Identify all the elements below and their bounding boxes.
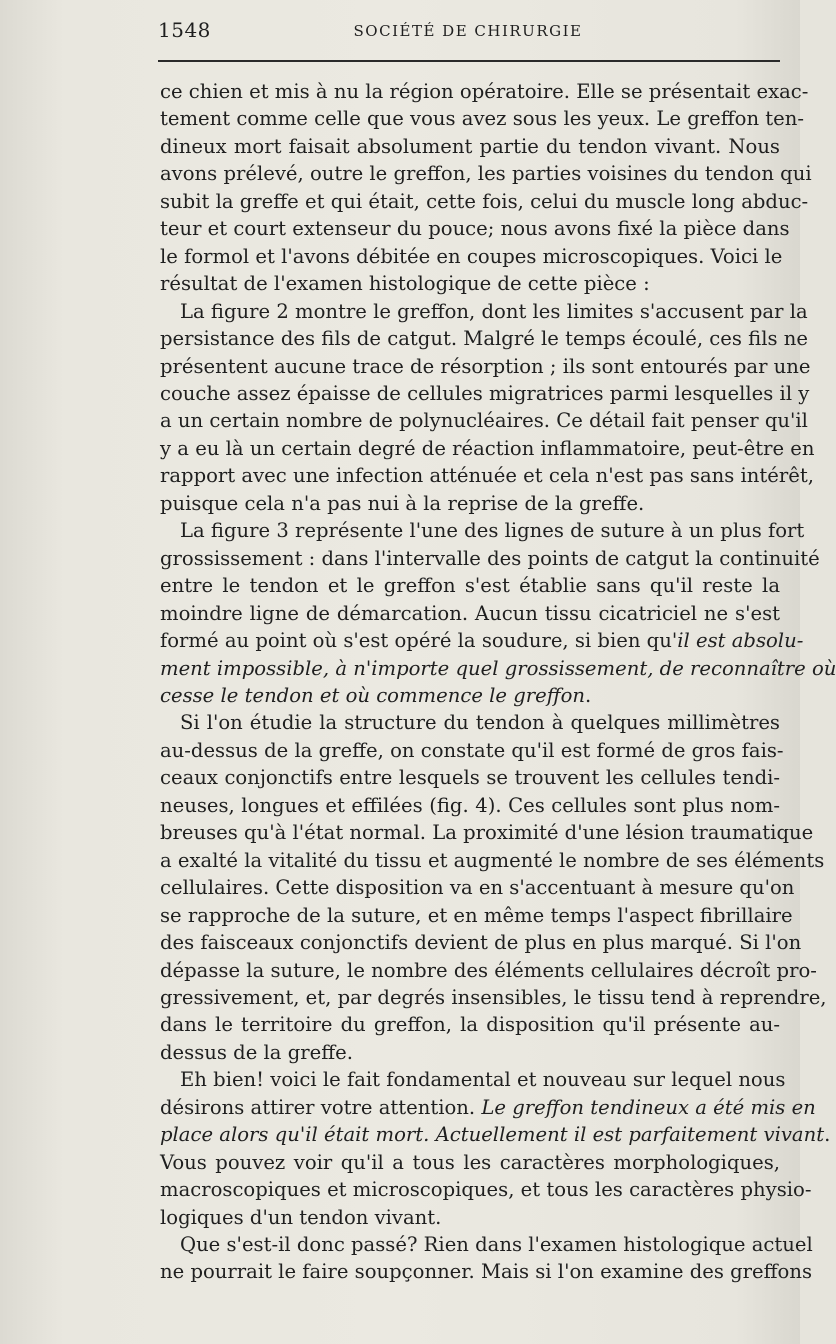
header-rule (158, 60, 780, 62)
line-text: rapport avec une infection atténuée et cela n'est pas sans intérêt, (160, 464, 814, 488)
line-text: ceaux conjonctifs entre lesquels se trouvent les cellules tendi- (160, 766, 780, 790)
running-title: SOCIÉTÉ DE CHIRURGIE (353, 22, 583, 40)
line-text: dépasse la suture, le nombre des éléments cellulaires décroît pro- (160, 958, 817, 982)
line-text: moindre ligne de démarcation. Aucun tissu cicatriciel ne s'est (160, 601, 780, 625)
text-line (160, 1011, 780, 1038)
line-italic-text: place alors qu'il était mort. Actuellement il est parfaitement vivant (160, 1123, 825, 1147)
text-line (160, 435, 815, 462)
text-line (160, 490, 780, 517)
line-text: au-dessus de la greffe, on constate qu'il est formé de gros fais- (160, 738, 784, 762)
line-text: formé au point où s'est opéré la soudure, si bien qu' (160, 629, 678, 653)
line-italic-text: il est absolu- (677, 629, 804, 653)
text-line (160, 517, 805, 544)
text-line (160, 325, 808, 352)
text-line (160, 627, 804, 654)
line-text: persistance des fils de catgut. Malgré le temps écoulé, ces fils ne (160, 327, 808, 351)
line-text: a un certain nombre de polynucléaires. Ce détail fait penser qu'il (160, 409, 808, 433)
text-line (160, 1094, 816, 1121)
line-text: désirons attirer votre attention. (160, 1095, 482, 1119)
text-line (160, 1066, 786, 1093)
line-text: avons prélevé, outre le greffon, les parties voisines du tendon qui (160, 162, 812, 186)
text-line (160, 133, 780, 160)
text-line (160, 545, 820, 572)
line-text: se rapproche de la suture, et en même temps l'aspect fibrillaire (160, 903, 793, 927)
text-line (160, 737, 784, 764)
line-text: dessus de la greffe. (160, 1040, 353, 1064)
text-line (160, 957, 817, 984)
line-text: résultat de l'examen histologique de cette pièce : (160, 272, 650, 296)
text-line (160, 792, 780, 819)
text-line (160, 929, 802, 956)
line-italic-text: Le greffon tendineux a été mis en (481, 1095, 816, 1119)
line-italic-text: ment impossible, à n'importe quel grossissement, de reconnaître où (160, 656, 836, 680)
line-text: dineux mort faisait absolument partie du tendon vivant. Nous (160, 134, 780, 158)
line-text: a exalté la vitalité du tissu et augmenté le nombre de ses éléments (160, 848, 825, 872)
text-line (160, 1039, 780, 1066)
text-line (160, 819, 814, 846)
line-text: cellulaires. Cette disposition va en s'accentuant à mesure qu'on (160, 876, 795, 900)
line-text: breuses qu'à l'état normal. La proximité d'une lésion traumatique (160, 821, 814, 845)
text-line (160, 709, 780, 736)
text-line (160, 902, 793, 929)
text-line (160, 984, 827, 1011)
line-text: teur et court extenseur du pouce; nous avons fixé la pièce dans (160, 217, 790, 241)
line-text: présentent aucune trace de résorption ; ils sont entourés par une (160, 354, 811, 378)
text-line (160, 270, 780, 297)
text-line (160, 243, 783, 270)
line-text-tail: . (824, 1123, 831, 1147)
line-text: puisque cela n'a pas nui à la reprise de la greffe. (160, 491, 645, 515)
line-text: le formol et l'avons débitée en coupes microscopiques. Voici le (160, 244, 783, 268)
line-text: Eh bien! voici le fait fondamental et nouveau sur lequel nous (180, 1068, 786, 1092)
text-line (160, 1176, 812, 1203)
text-line (160, 847, 825, 874)
body-text (160, 78, 836, 1286)
line-text: macroscopiques et microscopiques, et tous les caractères physio- (160, 1178, 812, 1202)
text-line (160, 600, 780, 627)
text-line (160, 188, 809, 215)
text-line (160, 1204, 780, 1231)
line-text: ne pourrait le faire soupçonner. Mais si l'on examine des greffons (160, 1260, 813, 1284)
line-text: Si l'on étudie la structure du tendon à quelques millimètres (180, 711, 780, 735)
line-text: La figure 3 représente l'une des lignes de suture à un plus fort (180, 519, 805, 543)
text-line (160, 1121, 831, 1148)
line-text: entre le tendon et le greffon s'est établie sans qu'il reste la (160, 574, 780, 598)
text-line (160, 215, 790, 242)
text-line (160, 160, 812, 187)
line-text: dans le territoire du greffon, la disposition qu'il présente au- (160, 1013, 780, 1037)
line-text: tement comme celle que vous avez sous les yeux. Le greffon ten- (160, 107, 805, 131)
text-line (160, 874, 795, 901)
text-line (160, 682, 780, 709)
text-line (160, 380, 810, 407)
line-text: y a eu là un certain degré de réaction inflammatoire, peut-être en (160, 436, 815, 460)
line-text: logiques d'un tendon vivant. (160, 1205, 442, 1229)
text-line (160, 462, 814, 489)
text-line (160, 764, 780, 791)
text-line (160, 298, 808, 325)
line-text: gressivement, et, par degrés insensibles, le tissu tend à reprendre, (160, 985, 827, 1009)
text-line (160, 105, 805, 132)
text-line (160, 1231, 813, 1258)
line-text: grossissement : dans l'intervalle des points de catgut la continuité (160, 546, 820, 570)
line-text: neuses, longues et effilées (fig. 4). Ces cellules sont plus nom- (160, 793, 780, 817)
text-line (160, 1258, 813, 1285)
line-text: couche assez épaisse de cellules migratrices parmi lesquelles il y (160, 381, 810, 405)
text-line (160, 655, 836, 682)
line-text: ce chien et mis à nu la région opératoire. Elle se présentait exac- (160, 80, 809, 103)
page-number: 1548 (158, 18, 211, 42)
line-italic-text: cesse le tendon et où commence le greffon (160, 683, 586, 707)
text-line (160, 1149, 780, 1176)
text-line (160, 353, 811, 380)
page-header (158, 14, 778, 48)
line-text: Vous pouvez voir qu'il a tous les caractères morphologiques, (160, 1150, 780, 1174)
line-text-tail: . (585, 683, 592, 707)
line-text: La figure 2 montre le greffon, dont les limites s'accusent par la (180, 299, 808, 323)
line-text: des faisceaux conjonctifs devient de plus en plus marqué. Si l'on (160, 931, 802, 955)
line-text: subit la greffe et qui était, cette fois, celui du muscle long abduc- (160, 189, 809, 213)
text-line (160, 572, 780, 599)
text-line (160, 407, 808, 434)
text-line (160, 78, 809, 105)
line-text: Que s'est-il donc passé? Rien dans l'examen histologique actuel (180, 1233, 813, 1257)
